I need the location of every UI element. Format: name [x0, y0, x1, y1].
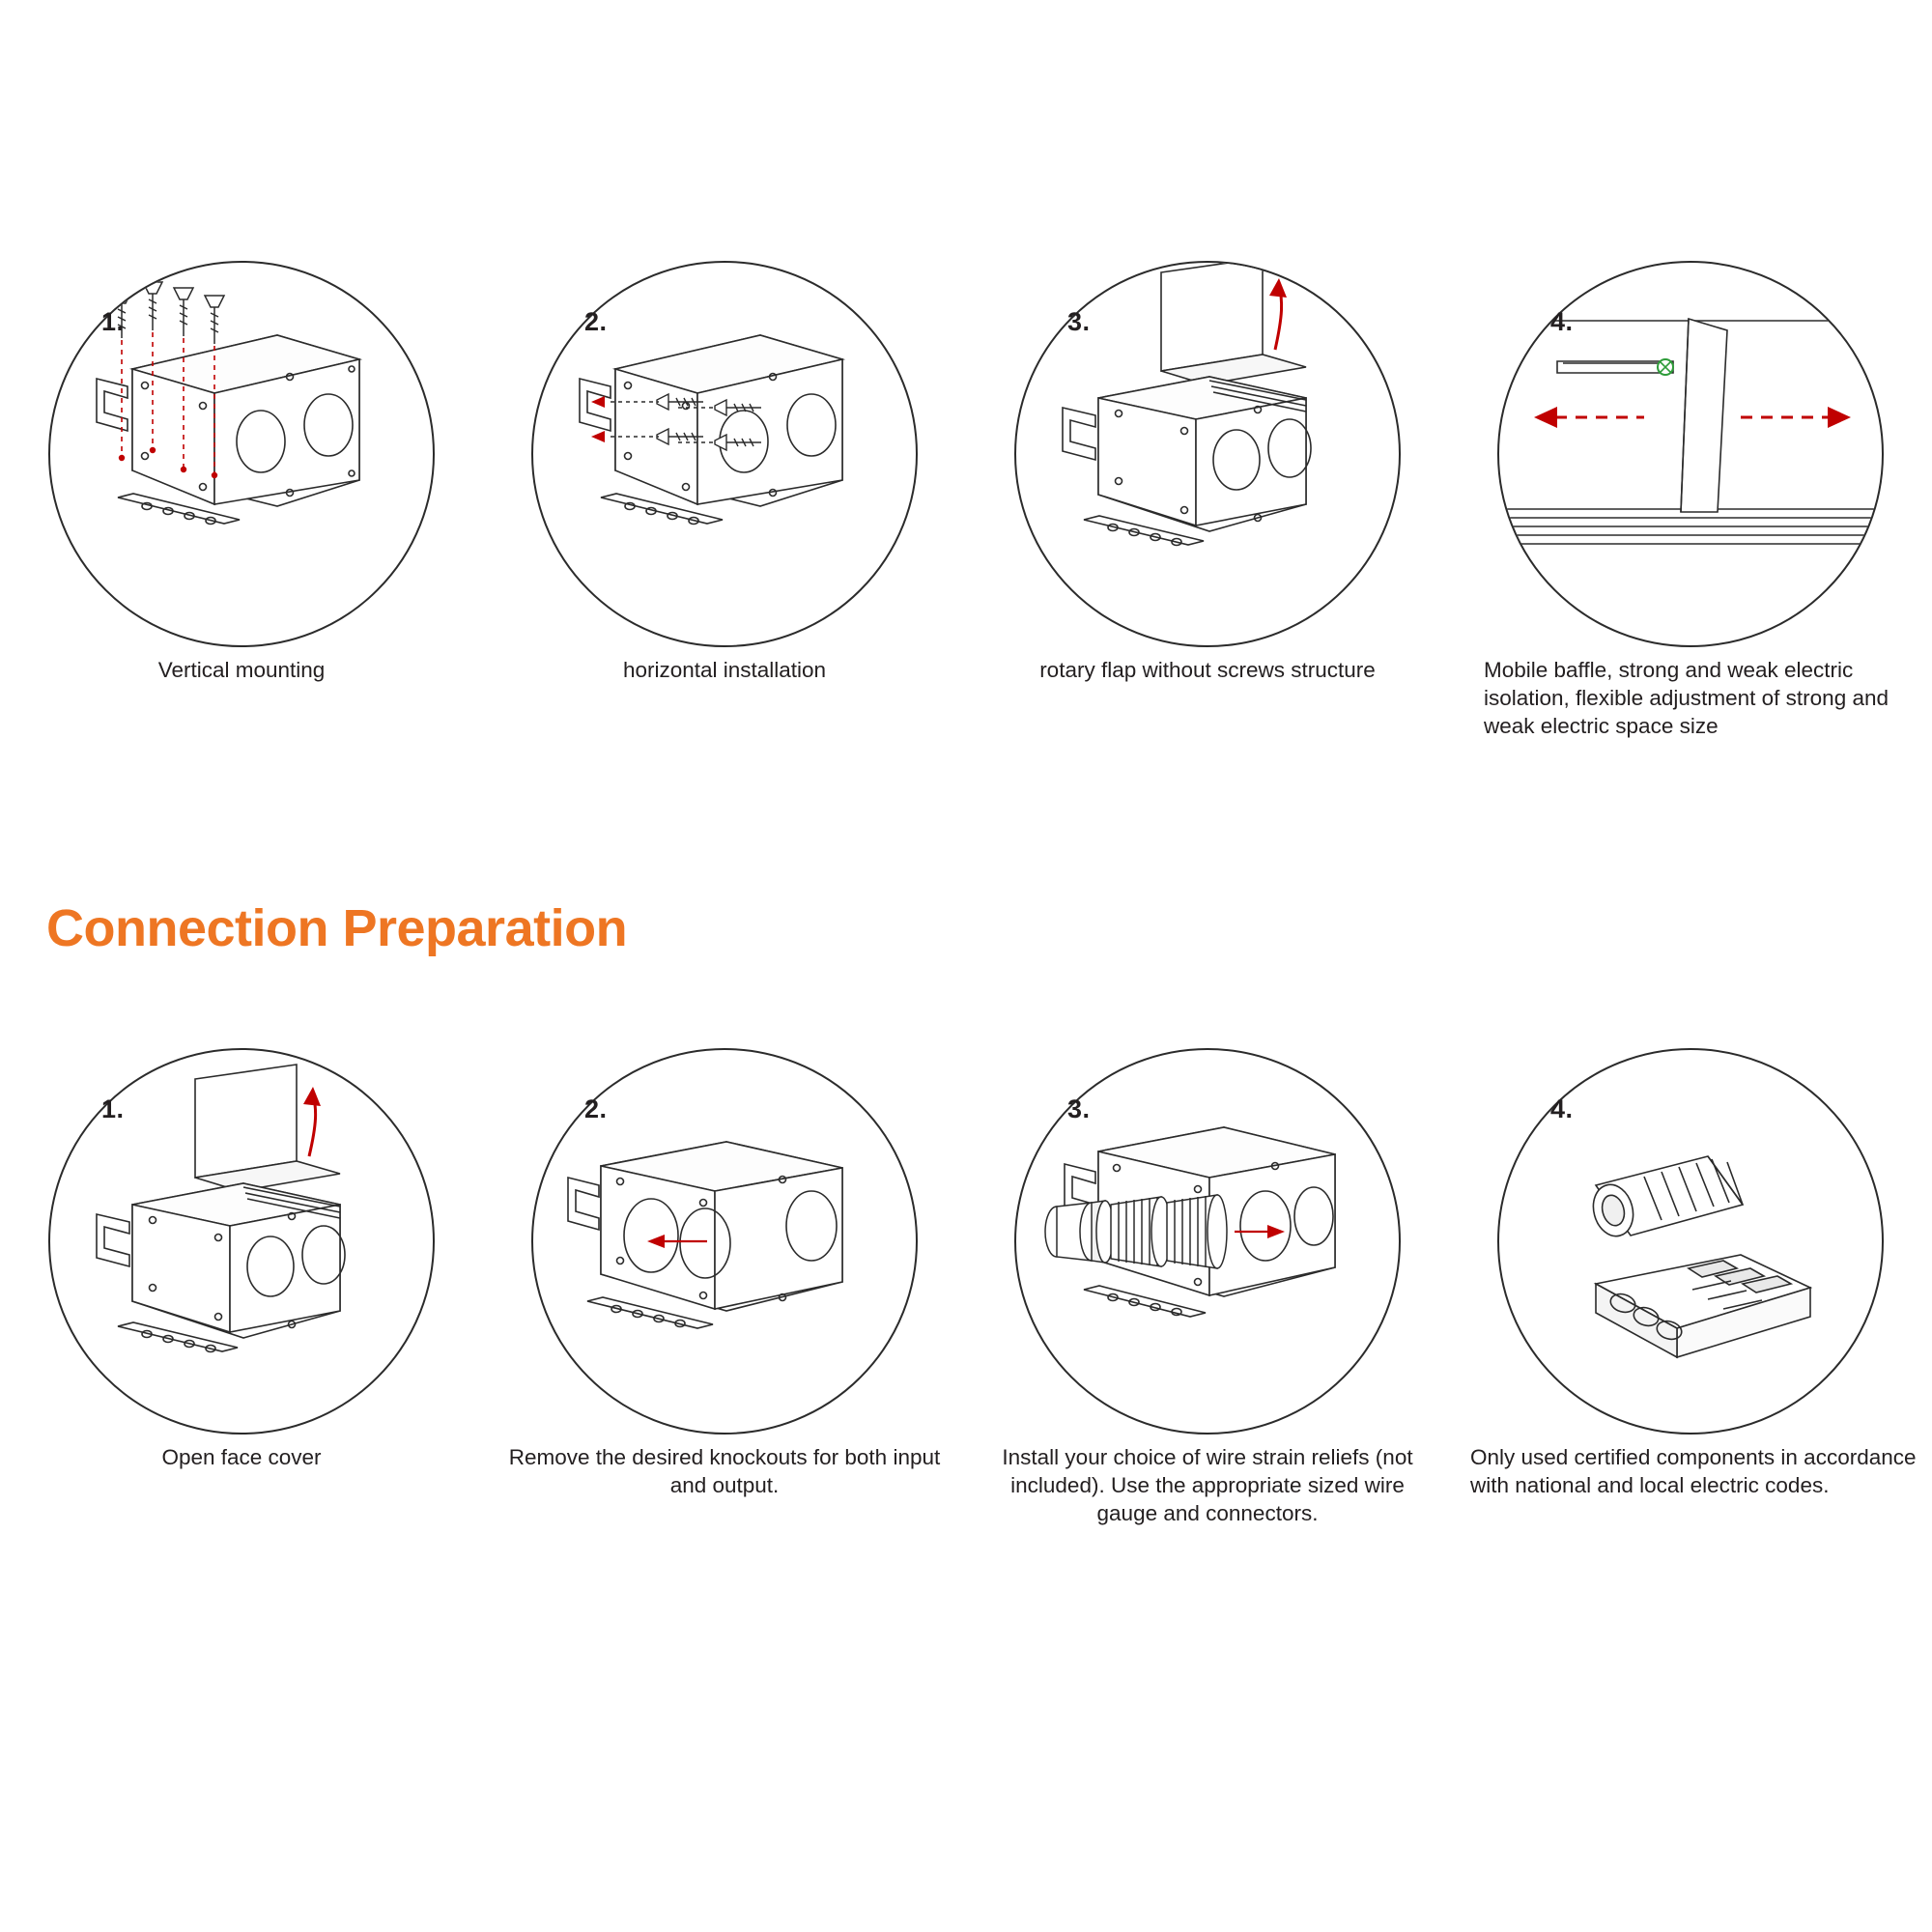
mounting-step-4	[1449, 261, 1932, 740]
section-heading: Connection Preparation	[46, 899, 628, 957]
connection-step-2	[483, 1048, 966, 1527]
step-number: 2.	[584, 1094, 608, 1123]
step-caption: Vertical mounting	[157, 658, 326, 682]
step-caption: horizontal installation	[622, 658, 827, 682]
connection-step-3	[966, 1048, 1449, 1527]
step-caption: rotary flap without screws structure	[1039, 658, 1376, 682]
mounting-step-3	[966, 261, 1449, 740]
step-caption: Install your choice of wire strain reliefs (not included). Use the appropriate sized wire gauge and connectors.	[1002, 1445, 1413, 1525]
mounting-step-2	[483, 261, 966, 740]
mounting-step-1	[0, 261, 483, 740]
step-number: 1.	[101, 307, 125, 336]
step-number: 2.	[584, 307, 608, 336]
step-caption: Only used certified components in accordance with national and local electric codes.	[1470, 1445, 1917, 1497]
step-caption: Open face cover	[161, 1445, 322, 1469]
step-caption: Mobile baffle, strong and weak electric isolation, flexible adjustment of strong and weak electric space size	[1484, 658, 1889, 738]
step-number: 4.	[1550, 1094, 1574, 1123]
connection-step-4	[1449, 1048, 1932, 1527]
step-number: 3.	[1067, 307, 1091, 336]
step-number: 3.	[1067, 1094, 1091, 1123]
mounting-steps-row	[0, 261, 1932, 740]
connection-step-1	[0, 1048, 483, 1527]
step-caption: Remove the desired knockouts for both input and output.	[508, 1445, 941, 1497]
step-number: 1.	[101, 1094, 125, 1123]
step-number: 4.	[1550, 307, 1574, 336]
connection-steps-row	[0, 1048, 1932, 1527]
